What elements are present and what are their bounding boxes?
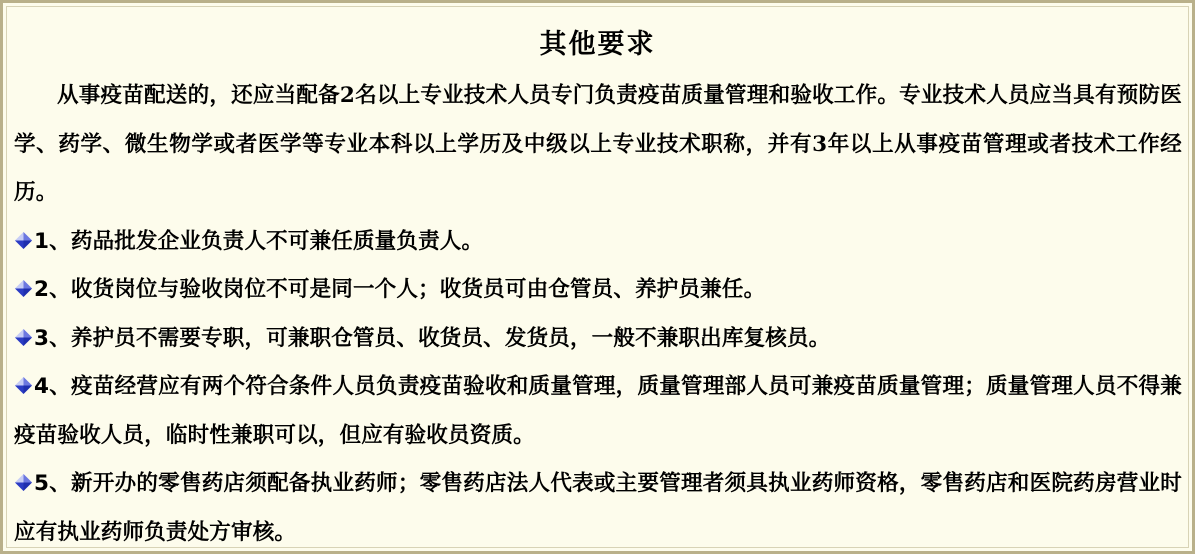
diamond-bullet-icon bbox=[14, 231, 33, 250]
item-number: 3 bbox=[34, 325, 50, 351]
page-title: 其他要求 bbox=[539, 29, 656, 60]
item-number: 4 bbox=[34, 374, 50, 399]
item-number: 1 bbox=[34, 228, 50, 254]
item-text: 、收货岗位与验收岗位不可是同一个人；收货员可由仓管员、养护员兼任。 bbox=[49, 277, 766, 302]
list-item bbox=[14, 218, 1182, 267]
item-text: 、新开办的零售药店须配备执业药师；零售药店法人代表或主要管理者须具执业药师资格，零售药店和医院药房营业时应有执业药师负责处方审核。 bbox=[14, 471, 1182, 545]
list-item bbox=[14, 460, 1182, 557]
list-item bbox=[14, 266, 1182, 315]
list-item bbox=[14, 315, 1182, 364]
item-text: 、养护员不需要专职，可兼职仓管员、收货员、发货员，一般不兼职出库复核员。 bbox=[49, 325, 831, 351]
diamond-bullet-icon bbox=[14, 328, 33, 347]
list-item bbox=[14, 363, 1182, 460]
content-body bbox=[14, 72, 1182, 557]
diamond-bullet-icon bbox=[14, 279, 33, 298]
diamond-bullet-icon bbox=[14, 473, 33, 492]
diamond-bullet-icon bbox=[14, 376, 33, 395]
item-number: 2 bbox=[34, 277, 50, 302]
item-text: 、疫苗经营应有两个符合条件人员负责疫苗验收和质量管理，质量管理部人员可兼疫苗质量管理；质量管理人员不得兼疫苗验收人员，临时性兼职可以，但应有验收员资质。 bbox=[14, 374, 1182, 448]
intro-paragraph: 从事疫苗配送的，还应当配备2名以上专业技术人员专门负责疫苗质量管理和验收工作。专业技术人员应当具有预防医学、药学、微生物学或者医学等专业本科以上学历及中级以上专业技术职称，并有3年以上从事疫苗管理或者技术工作经历。 bbox=[14, 83, 1182, 205]
item-text: 、药品批发企业负责人不可兼任质量负责人。 bbox=[49, 228, 484, 254]
item-number: 5 bbox=[34, 471, 50, 496]
